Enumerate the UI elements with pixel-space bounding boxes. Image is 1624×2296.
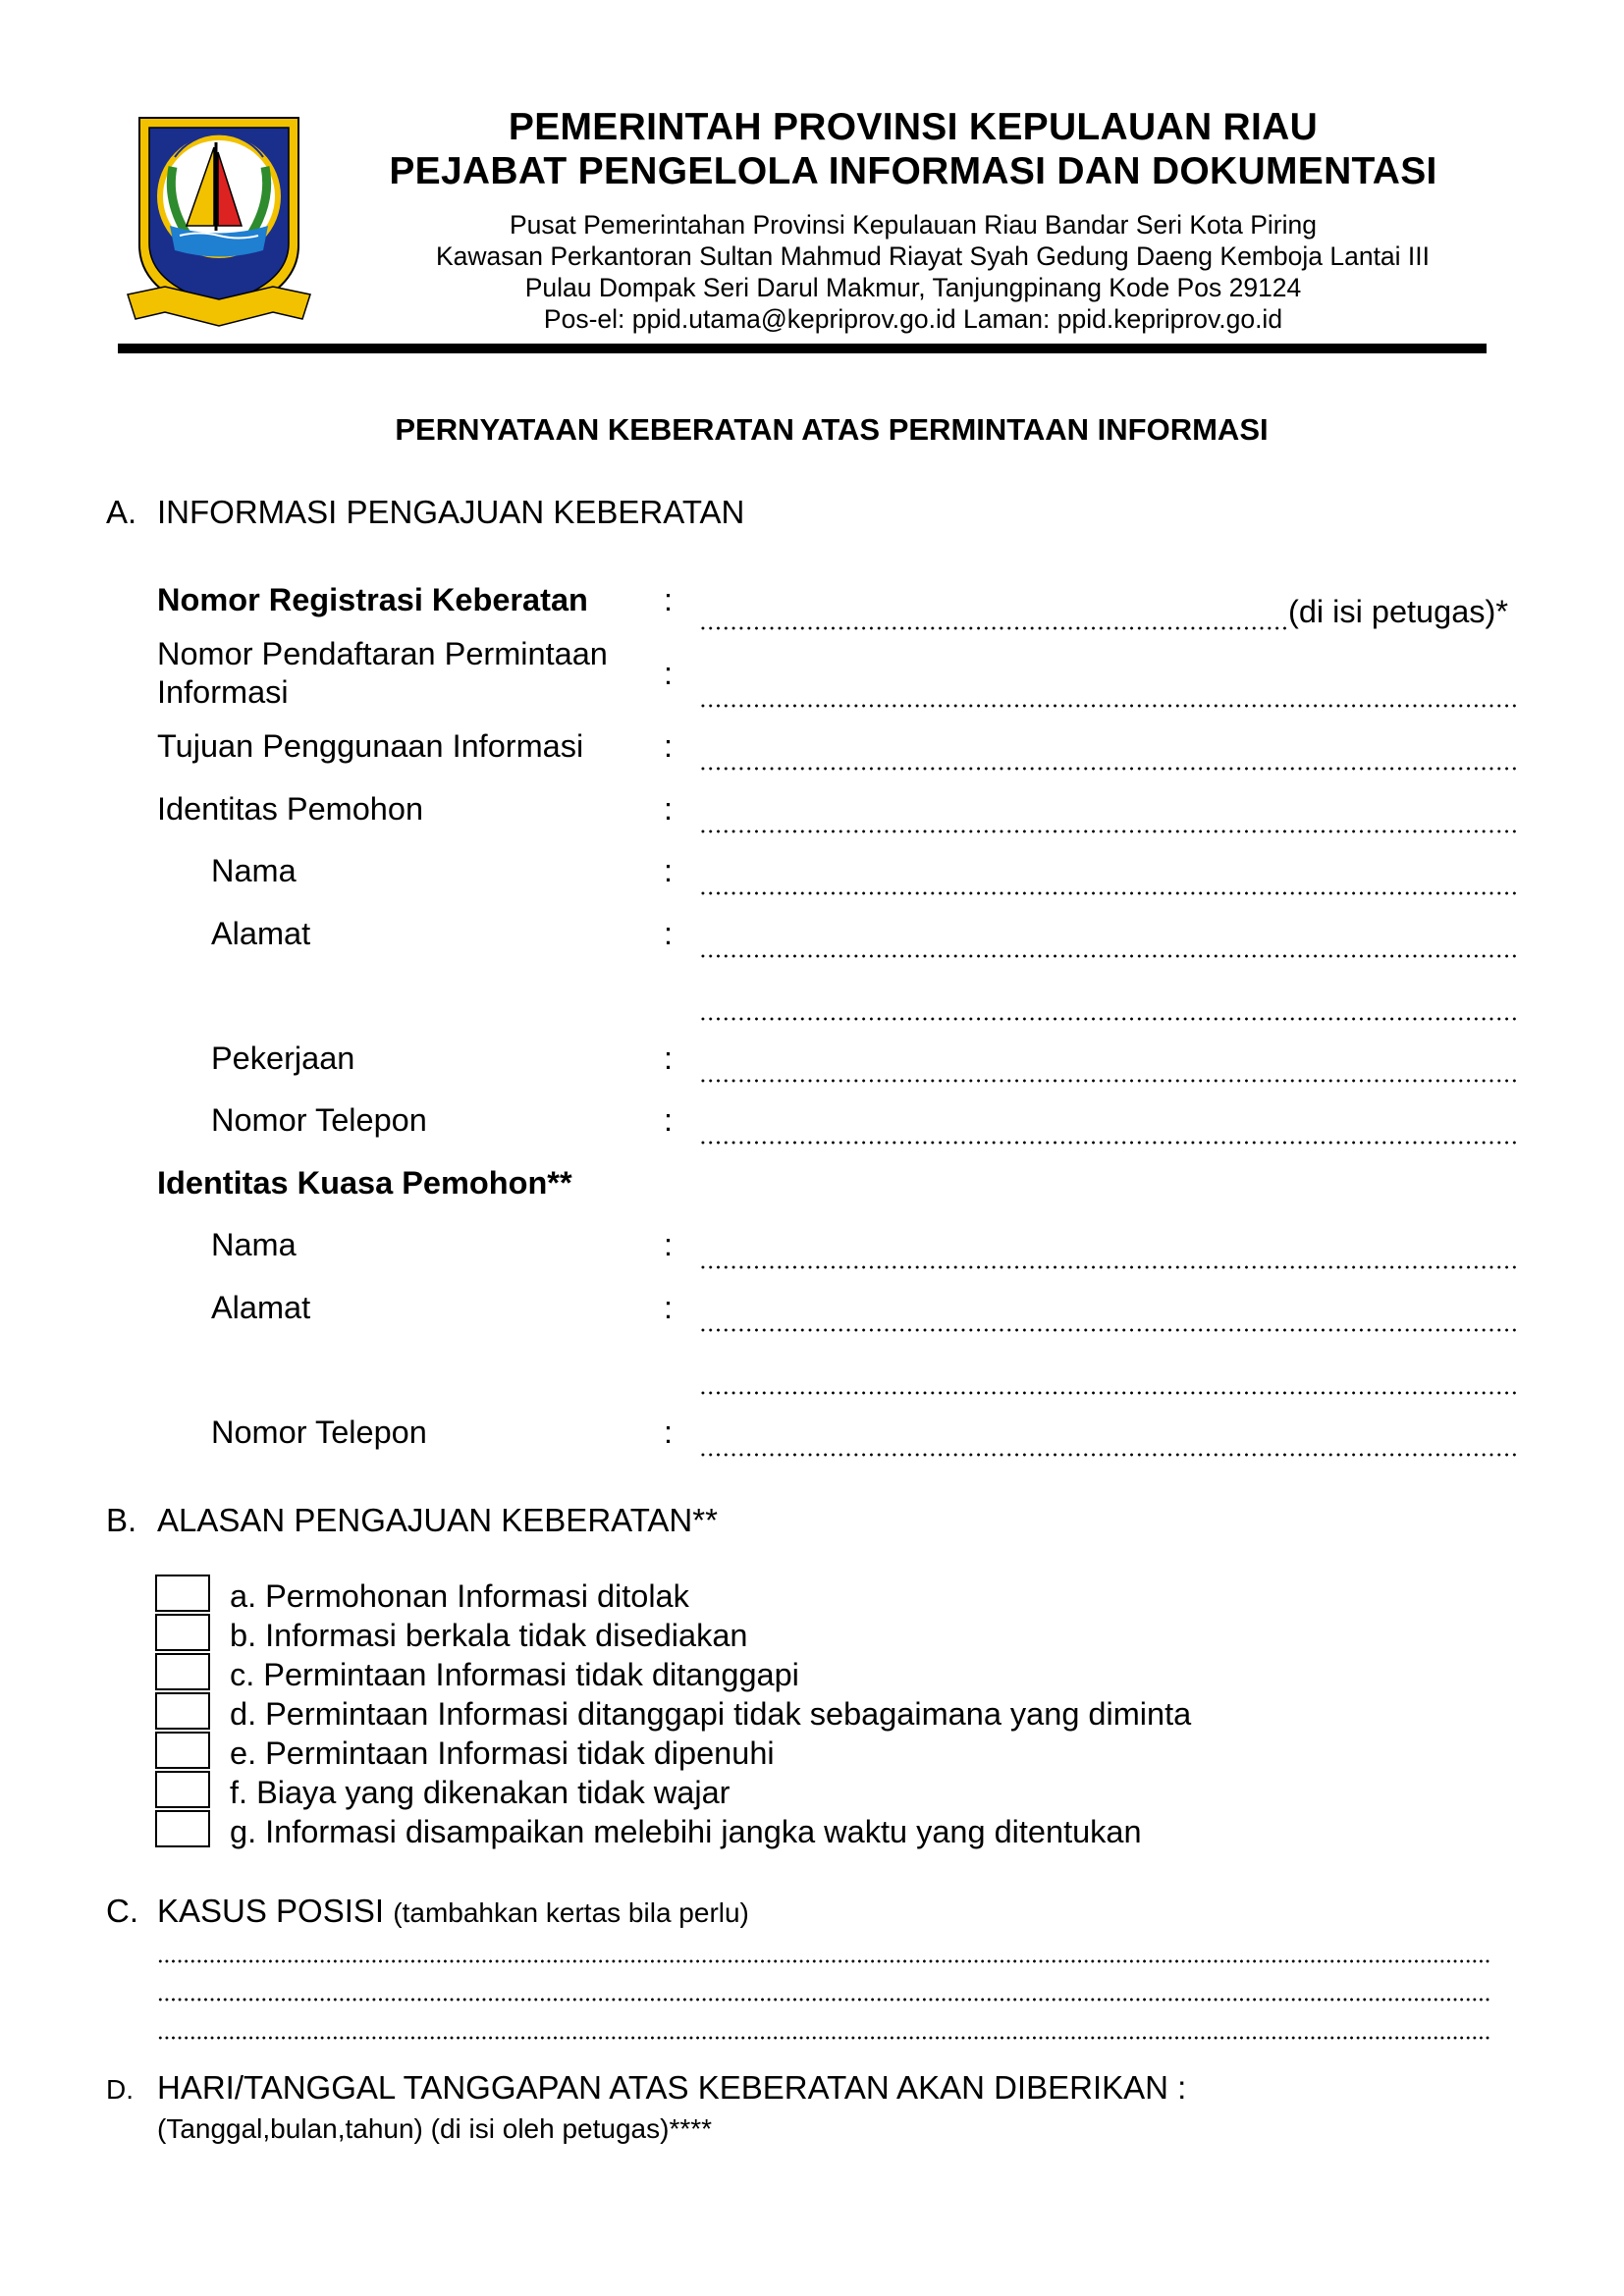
reason-checkbox-b[interactable]: [155, 1614, 210, 1651]
section-a-title: INFORMASI PENGAJUAN KEBERATAN: [157, 494, 745, 530]
purpose-label: Tujuan Penggunaan Informasi: [157, 728, 584, 764]
reason-checkbox-f[interactable]: [155, 1771, 210, 1808]
address-line-3: Pulau Dompak Seri Darul Makmur, Tanjungpinang Kode Pos 29124: [524, 273, 1302, 302]
proxy-name-field[interactable]: [699, 1265, 1518, 1269]
reg-number-label: Nomor Registrasi Keberatan: [157, 582, 588, 617]
case-position-line-3[interactable]: [157, 2036, 1492, 2040]
request-number-label-1: Nomor Pendaftaran Permintaan: [157, 636, 608, 671]
applicant-address-label: Alamat: [211, 916, 311, 951]
applicant-address-field-1[interactable]: [699, 954, 1518, 958]
proxy-identity-label: Identitas Kuasa Pemohon**: [157, 1165, 572, 1201]
case-position-line-2[interactable]: [157, 1998, 1492, 2002]
reason-checkbox-d[interactable]: [155, 1692, 210, 1730]
reason-checkbox-c[interactable]: [155, 1653, 210, 1690]
section-d-title: HARI/TANGGAL TANGGAPAN ATAS KEBERATAN AKAN DIBERIKAN :: [157, 2069, 1187, 2106]
section-a-number: A.: [106, 494, 137, 530]
applicant-occupation-label: Pekerjaan: [211, 1041, 355, 1076]
section-c-heading: [106, 1893, 749, 1930]
section-c-hint: (tambahkan kertas bila perlu): [393, 1897, 749, 1928]
section-b-title: ALASAN PENGAJUAN KEBERATAN**: [157, 1502, 718, 1538]
reason-option-g: g. Informasi disampaikan melebihi jangka waktu yang ditentukan: [230, 1814, 1142, 1849]
applicant-occupation-field[interactable]: [699, 1079, 1518, 1083]
section-c-number: C.: [106, 1893, 138, 1929]
proxy-phone-label: Nomor Telepon: [211, 1415, 427, 1450]
applicant-identity-field[interactable]: [699, 829, 1518, 833]
address-line-2: Kawasan Perkantoran Sultan Mahmud Riayat Syah Gedung Daeng Kemboja Lantai III: [435, 241, 1431, 271]
colon: :: [664, 1227, 674, 1262]
applicant-identity-label: Identitas Pemohon: [157, 791, 424, 827]
colon: :: [664, 1041, 674, 1076]
reason-option-c: c. Permintaan Informasi tidak ditanggapi: [230, 1657, 799, 1692]
purpose-field[interactable]: [699, 767, 1518, 771]
reason-checkbox-group: [155, 1575, 214, 1849]
org-name-line2: PEJABAT PENGELOLA INFORMASI DAN DOKUMENTASI: [389, 150, 1437, 192]
colon: :: [664, 728, 674, 764]
contact-line: Pos-el: ppid.utama@kepriprov.go.id Laman: ppid.kepriprov.go.id: [543, 304, 1283, 334]
colon: :: [664, 1290, 674, 1325]
address-line-1: Pusat Pemerintahan Provinsi Kepulauan Riau Bandar Seri Kota Piring: [510, 210, 1317, 240]
applicant-name-field[interactable]: [699, 891, 1518, 895]
reason-checkbox-a[interactable]: [155, 1575, 210, 1612]
section-a-heading: [106, 494, 744, 531]
applicant-name-label: Nama: [211, 853, 297, 888]
request-number-field[interactable]: [699, 704, 1518, 708]
section-d-heading: [106, 2069, 1186, 2107]
applicant-phone-label: Nomor Telepon: [211, 1102, 427, 1138]
colon: :: [664, 853, 674, 888]
colon: :: [664, 791, 674, 827]
reason-checkbox-e[interactable]: [155, 1732, 210, 1769]
colon: :: [664, 1102, 674, 1138]
reason-checkbox-g[interactable]: [155, 1810, 210, 1847]
reg-number-suffix: (di isi petugas)*: [1288, 594, 1508, 629]
section-c-title: KASUS POSISI: [157, 1893, 385, 1929]
applicant-phone-field[interactable]: [699, 1141, 1518, 1145]
document-title: PERNYATAAN KEBERATAN ATAS PERMINTAAN INFORMASI: [395, 412, 1269, 447]
colon: :: [664, 656, 674, 691]
colon: :: [664, 582, 674, 617]
reason-option-a: a. Permohonan Informasi ditolak: [230, 1578, 689, 1614]
reason-option-f: f. Biaya yang dikenakan tidak wajar: [230, 1775, 731, 1810]
reg-number-field[interactable]: [699, 626, 1286, 630]
section-b-heading: [106, 1502, 718, 1539]
proxy-address-field-1[interactable]: [699, 1328, 1518, 1332]
proxy-name-label: Nama: [211, 1227, 297, 1262]
reason-option-e: e. Permintaan Informasi tidak dipenuhi: [230, 1735, 775, 1771]
section-b-number: B.: [106, 1502, 137, 1538]
request-number-label-2: Informasi: [157, 674, 289, 710]
provincial-emblem-icon: [126, 98, 312, 334]
letterhead-divider: [118, 344, 1487, 353]
colon: :: [664, 916, 674, 951]
org-name-line1: PEMERINTAH PROVINSI KEPULAUAN RIAU: [508, 106, 1319, 148]
reason-option-b: b. Informasi berkala tidak disediakan: [230, 1618, 748, 1653]
proxy-address-field-2[interactable]: [699, 1391, 1518, 1395]
section-d-number: D.: [106, 2074, 134, 2105]
reason-option-d: d. Permintaan Informasi ditanggapi tidak sebagaimana yang diminta: [230, 1696, 1192, 1732]
section-d-note: (Tanggal,bulan,tahun) (di isi oleh petugas)****: [157, 2113, 713, 2144]
colon: :: [664, 1415, 674, 1450]
proxy-address-label: Alamat: [211, 1290, 311, 1325]
applicant-address-field-2[interactable]: [699, 1017, 1518, 1021]
case-position-line-1[interactable]: [157, 1959, 1492, 1963]
proxy-phone-field[interactable]: [699, 1453, 1518, 1457]
